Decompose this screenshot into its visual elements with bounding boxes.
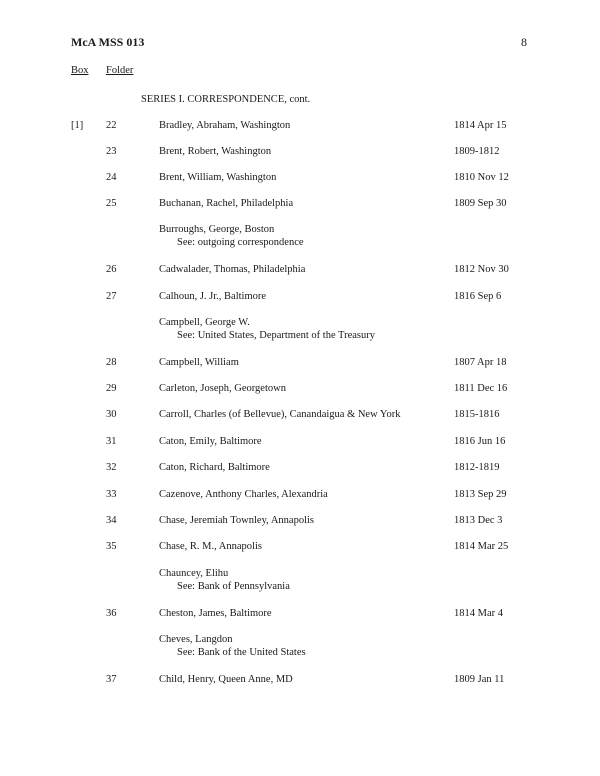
- list-item: [0, 673, 600, 703]
- date-range: 1814 Mar 25: [454, 541, 509, 552]
- list-item: [0, 263, 600, 293]
- correspondent-name: Brent, Robert, Washington: [159, 146, 272, 157]
- date-range: 1809 Sep 30: [454, 198, 507, 209]
- correspondent-name: Calhoun, J. Jr., Baltimore: [159, 291, 267, 302]
- correspondent-name: Caton, Richard, Baltimore: [159, 462, 270, 473]
- date-range: 1811 Dec 16: [454, 383, 508, 394]
- see-reference: See: United States, Department of the Treasury: [177, 330, 376, 341]
- folder-number: 33: [106, 489, 117, 500]
- folder-number: 27: [106, 291, 117, 302]
- date-range: 1814 Apr 15: [454, 120, 507, 131]
- folder-number: 24: [106, 172, 117, 183]
- folder-number: 35: [106, 541, 117, 552]
- correspondent-name: Bradley, Abraham, Washington: [159, 120, 291, 131]
- correspondent-name: Campbell, George W.: [159, 317, 250, 328]
- list-item: [0, 316, 600, 346]
- date-range: 1807 Apr 18: [454, 357, 507, 368]
- date-range: 1812-1819: [454, 462, 500, 473]
- page-number: 8: [521, 35, 527, 49]
- folder-number: 37: [106, 674, 117, 685]
- folder-number: 26: [106, 264, 117, 275]
- date-range: 1816 Sep 6: [454, 291, 502, 302]
- correspondent-name: Cazenove, Anthony Charles, Alexandria: [159, 489, 328, 500]
- list-item: [0, 540, 600, 570]
- correspondent-name: Buchanan, Rachel, Philadelphia: [159, 198, 294, 209]
- date-range: 1813 Dec 3: [454, 515, 503, 526]
- correspondent-name: Chase, Jeremiah Townley, Annapolis: [159, 515, 314, 526]
- date-range: 1813 Sep 29: [454, 489, 507, 500]
- correspondent-name: Cadwalader, Thomas, Philadelphia: [159, 264, 306, 275]
- folder-number: 25: [106, 198, 117, 209]
- folder-number: 31: [106, 436, 117, 447]
- date-range: 1812 Nov 30: [454, 264, 509, 275]
- date-range: 1809-1812: [454, 146, 500, 157]
- correspondent-name: Chase, R. M., Annapolis: [159, 541, 262, 552]
- see-reference: See: outgoing correspondence: [177, 237, 304, 248]
- folder-number: 22: [106, 120, 117, 131]
- correspondent-name: Carroll, Charles (of Bellevue), Canandaigua & New York: [159, 409, 401, 420]
- folder-number: 34: [106, 515, 117, 526]
- folder-number: 28: [106, 357, 117, 368]
- date-range: 1810 Nov 12: [454, 172, 509, 183]
- list-item: [0, 567, 600, 597]
- list-item: [0, 408, 600, 438]
- folder-number: 23: [106, 146, 117, 157]
- folder-number: 32: [106, 462, 117, 473]
- folder-number: 36: [106, 608, 117, 619]
- correspondent-name: Caton, Emily, Baltimore: [159, 436, 262, 447]
- date-range: 1809 Jan 11: [454, 674, 505, 685]
- list-item: [0, 633, 600, 663]
- date-range: 1816 Jun 16: [454, 436, 506, 447]
- correspondent-name: Child, Henry, Queen Anne, MD: [159, 674, 293, 685]
- see-reference: See: Bank of the United States: [177, 647, 306, 658]
- column-header-folder: Folder: [106, 65, 134, 76]
- correspondent-name: Cheves, Langdon: [159, 634, 233, 645]
- see-reference: See: Bank of Pennsylvania: [177, 581, 290, 592]
- collection-id: McA MSS 013: [71, 35, 145, 49]
- correspondent-name: Carleton, Joseph, Georgetown: [159, 383, 286, 394]
- list-item: [0, 461, 600, 491]
- date-range: 1815-1816: [454, 409, 500, 420]
- list-item: [0, 223, 600, 253]
- folder-number: 29: [106, 383, 117, 394]
- date-range: 1814 Mar 4: [454, 608, 503, 619]
- correspondent-name: Brent, William, Washington: [159, 172, 277, 183]
- folder-number: 30: [106, 409, 117, 420]
- box-number: [1]: [71, 120, 84, 131]
- correspondent-name: Campbell, William: [159, 357, 239, 368]
- correspondent-name: Chauncey, Elihu: [159, 568, 229, 579]
- correspondent-name: Burroughs, George, Boston: [159, 224, 275, 235]
- column-header-box: Box: [71, 65, 89, 76]
- series-heading: SERIES I. CORRESPONDENCE, cont.: [141, 94, 311, 105]
- correspondent-name: Cheston, James, Baltimore: [159, 608, 272, 619]
